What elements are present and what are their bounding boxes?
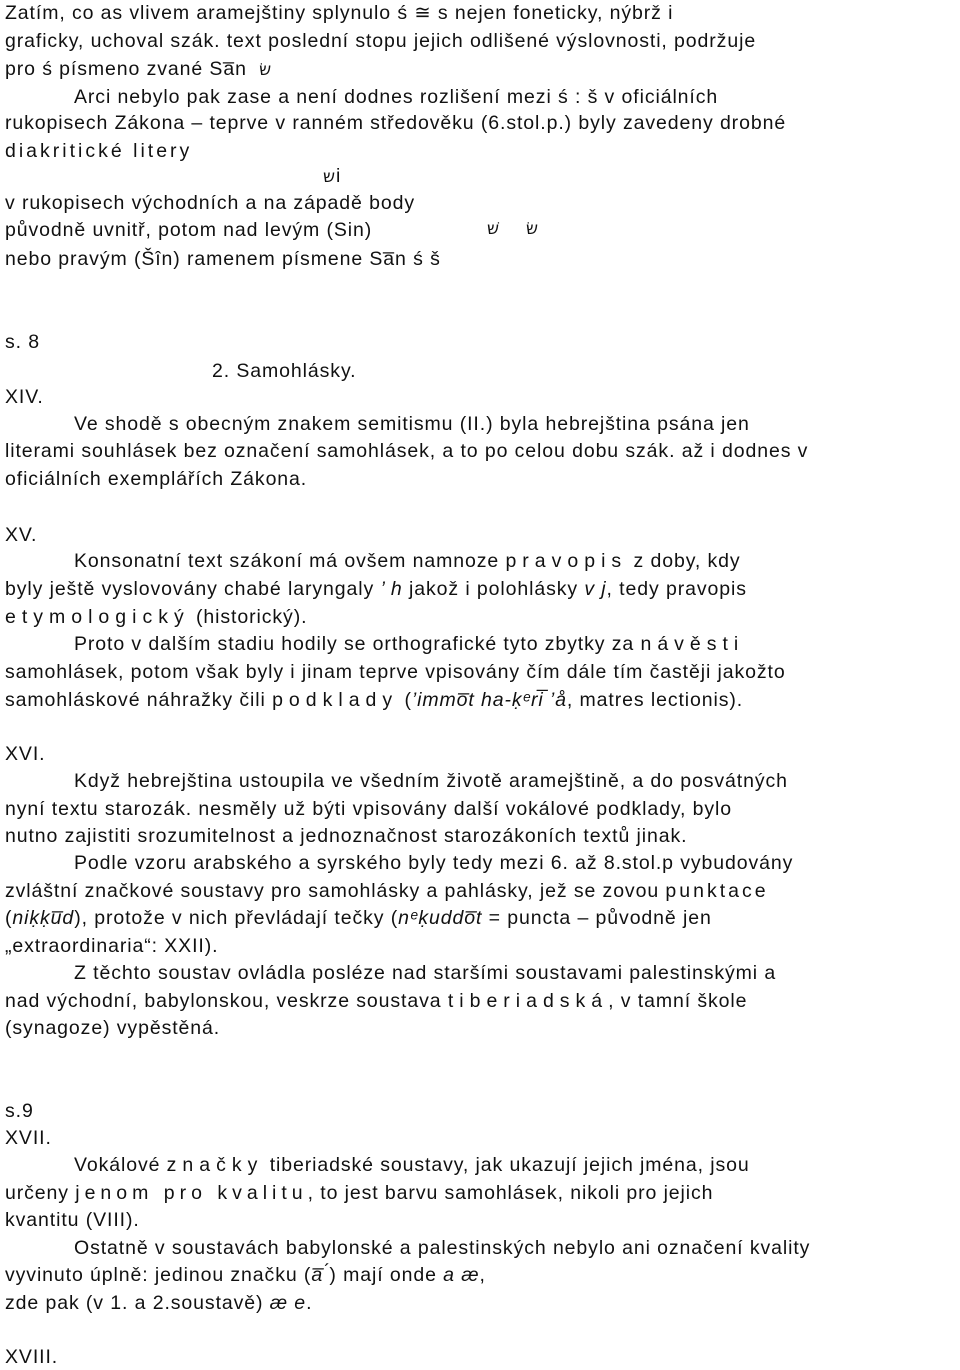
text-line: samohlásek, potom však byly i jinam teprve vpisovány čím dále tím častěji jakožto <box>5 661 786 683</box>
text-line <box>5 56 272 83</box>
paragraph-number: XVI. <box>5 743 46 765</box>
text-line <box>5 1262 486 1288</box>
spaced-text: návěsti <box>640 633 745 655</box>
hebrew-shin-glyph: שׁ <box>487 219 500 239</box>
text-span: , v tamní škole <box>608 990 748 1012</box>
text-line: Ve shodě s obecným znakem semitismu (II.) byla hebrejština psána jen <box>74 413 750 435</box>
italic-text: æ e <box>269 1292 307 1314</box>
text-span: . <box>306 1292 313 1314</box>
text-line: literami souhlásek bez označení samohlásek, a to po celou dobu szák. až i dodnes v <box>5 440 809 462</box>
paragraph-number: XVII. <box>5 1127 52 1149</box>
page-marker: s. 8 <box>5 331 41 353</box>
text-span: , <box>479 1264 486 1286</box>
text-line: (synagoze) vypěstěná. <box>5 1017 221 1039</box>
spaced-text: etymologický <box>5 606 190 628</box>
text-line <box>5 1290 312 1316</box>
hebrew-line <box>323 163 341 190</box>
text-line <box>74 1152 750 1178</box>
text-span: Vokálové <box>74 1154 167 1176</box>
text-line <box>5 1180 713 1206</box>
text-span: zvláštní značkové soustavy pro samohlásky a pahlásky, jež se zovou <box>5 880 666 902</box>
text-line <box>5 905 712 931</box>
text-line: rukopisech Zákona – teprve v ranném středověku (6.stol.p.) byly zavedeny drobné <box>5 112 787 134</box>
text-line: kvantitu (VIII). <box>5 1209 140 1231</box>
text-span: Konsonatní text szákoní má ovšem namnoze <box>74 550 506 572</box>
italic-text: niḳḳu̅d <box>12 907 75 929</box>
text-line <box>5 988 747 1014</box>
spaced-text: značky <box>166 1154 264 1176</box>
text-span: nad východní, babylonskou, veskrze soustava <box>5 990 448 1012</box>
text-span: i <box>335 165 342 187</box>
text-span: jakož i polohlásky <box>402 578 585 600</box>
text-line: graficky, uchoval szák. text poslední stopu jejich odlišené výslovnosti, podržuje <box>5 30 757 52</box>
text-line: Podle vzoru arabského a syrského byly tedy mezi 6. až 8.stol.p vybudovány <box>74 852 794 874</box>
text-span: určeny <box>5 1182 76 1204</box>
text-line <box>5 878 769 904</box>
text-line: „extraordinaria“: XXII). <box>5 935 219 957</box>
spaced-text: tiberiadská <box>447 990 609 1012</box>
text-span: ( <box>5 907 13 929</box>
text-span: ( <box>398 689 412 711</box>
text-span: původně uvnitř, potom nad levým (Sin) <box>5 219 373 241</box>
text-span: pro ś písmeno zvané Sa̅n <box>5 58 247 80</box>
text-line <box>5 604 307 630</box>
spaced-text: punktace <box>665 880 769 902</box>
text-line <box>74 631 744 657</box>
italic-text: a̅ ́ <box>311 1264 330 1286</box>
text-span: z doby, kdy <box>627 550 741 572</box>
spaced-text: jenom pro kvalitu <box>75 1182 308 1204</box>
text-line: diakritické litery <box>5 140 193 162</box>
text-line <box>5 687 743 713</box>
text-span: (historický). <box>189 606 308 628</box>
italic-text: ’ h <box>380 578 403 600</box>
text-span: , tedy pravopis <box>606 578 747 600</box>
text-span: byly ještě vyslovovány chabé laryngaly <box>5 578 381 600</box>
text-line: Ostatně v soustavách babylonské a palestinských nebylo ani označení kvality <box>74 1237 811 1259</box>
text-span: , to jest barvu samohlásek, nikoli pro jejich <box>307 1182 714 1204</box>
text-span: = puncta – původně jen <box>482 907 712 929</box>
text-line <box>74 548 741 574</box>
text-line: Zatím, co as vlivem aramejštiny splynulo ś ≅ s nejen foneticky, nýbrž i <box>5 2 674 24</box>
paragraph-number: XV. <box>5 524 38 546</box>
text-span: vyvinuto úplně: jedinou značku ( <box>5 1264 312 1286</box>
spaced-text: pravopis <box>505 550 628 572</box>
text-line: Když hebrejština ustoupila ve všedním životě aramejštině, a do posvátných <box>74 770 788 792</box>
hebrew-sin-glyph: שׂ <box>526 219 539 239</box>
text-span: ), protože v nich převládají tečky ( <box>74 907 399 929</box>
text-line <box>5 576 747 602</box>
italic-text: a æ <box>443 1264 480 1286</box>
text-line: nyní textu starozák. nesměly už býti vpisovány další vokálové podklady, bylo <box>5 798 733 820</box>
text-line: Z těchto soustav ovládla posléze nad staršími soustavami palestinskými a <box>74 962 777 984</box>
italic-text: ’immo̅t ha-ḳᵉri̅ ’å <box>411 689 567 711</box>
text-span: , matres lectionis). <box>566 689 744 711</box>
paragraph-number: XIV. <box>5 386 44 408</box>
text-span: Proto v dalším stadiu hodily se orthografické tyto zbytky za <box>74 633 641 655</box>
text-span: zde pak (v 1. a 2.soustavě) <box>5 1292 270 1314</box>
page-marker: s.9 <box>5 1100 34 1122</box>
text-span: samohláskové náhražky čili <box>5 689 273 711</box>
section-heading: 2. Samohlásky. <box>212 360 357 382</box>
text-line: Arci nebylo pak zase a není dodnes rozlišení mezi ś : š v oficiálních <box>74 86 719 108</box>
text-line: nutno zajistiti srozumitelnost a jednoznačnost starozákoních textů jinak. <box>5 825 688 847</box>
text-span: tiberiadské soustavy, jak ukazují jejich jména, jsou <box>263 1154 750 1176</box>
text-span: ) mají onde <box>329 1264 444 1286</box>
text-line: v rukopisech východních a na západě body <box>5 192 415 214</box>
italic-text: nᵉḳuddo̅t <box>398 907 483 929</box>
spaced-text: podklady <box>272 689 399 711</box>
italic-text: v j <box>584 578 607 600</box>
text-line: oficiálních exemplářích Zákona. <box>5 468 308 490</box>
hebrew-sin-glyph: שׂ <box>259 60 273 80</box>
paragraph-number: XVIII. <box>5 1346 59 1368</box>
hebrew-letter-glyph: ש <box>323 167 336 187</box>
text-line: nebo pravým (Šîn) ramenem písmene Sa̅n ś š <box>5 248 441 270</box>
text-line <box>5 217 372 243</box>
